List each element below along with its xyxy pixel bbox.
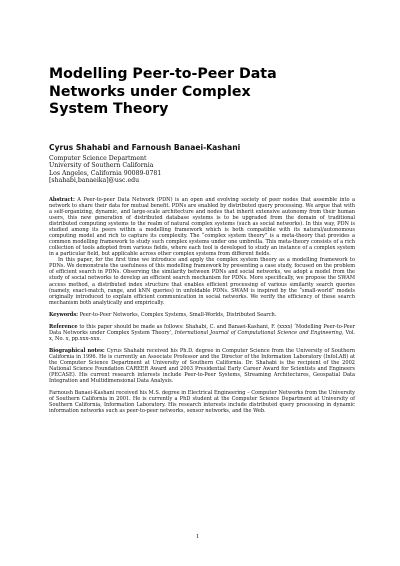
paper-title	[49, 66, 355, 119]
biographical-text: Cyrus Shahabi received his Ph.D. degree in Computer Science from the University of Southern California in 1996. He is currently an Associate Professor and the Director of the Information Laboratory (InfoLAB) at the Computer Science Department at University of Southern California. Dr. Shahabi is the recipient of the 2002 National Science Foundation CAREER Award and 2003 Presidential Early Career Award for Scientists and Engineers (PECASE). His current research interests include Peer-to-Peer Systems, Streaming Architectures, Geospatial Data Integration and Multidimensional Data Analysis.	[49, 347, 355, 385]
affiliation-line: Computer Science Department	[49, 154, 147, 162]
title-line: Modelling Peer-to-Peer Data	[49, 66, 277, 82]
title-line: Networks under Complex	[49, 83, 251, 100]
abstract-paragraph	[49, 197, 355, 257]
reference-text: to this paper should be made as follows: Shahabi, C. and Banaei-Kashani, F. (xxxx) ‘Modelling Peer-to-Peer Data Networks under Complex System Theory’,	[49, 323, 355, 336]
biographical-label: Biographical notes:	[49, 347, 105, 354]
abstract-paragraph-2: In this paper, for the first time we introduce and apply the complex system theory as a modelling framework to PDNs. We demonstrate the usefulness of this modelling framework by presenting a case study, focused on the problem of efficient search in PDNs. Observing the similarity between PDNs and social networks, we adopt a model from the study of social networks to develop an efficient search mechanism for PDNs. More specifically, we propose the SWAM access method, a distributed index structure that enables efficient processing of various similarity search queries (namely, exact-match, range, and kNN queries) in unfoldable PDNs. SWAM is inspired by the “small-world” models originally introduced to explain efficient communication in social networks. We verify the efficiency of these search mechanism both analytically and empirically.	[49, 257, 355, 306]
abstract-text: A Peer-to-peer Data Network (PDN) is an open and evolving society of peer nodes that assemble into a network to share their data for mutual benefit. PDNs are enabled by distributed query processing. We argue that with a self-organizing, dynamic, and large-scale architecture and nodes that inherit extensive autonomy from their human users, this new generation of distributed database systems is to be upgraded from the domain of traditional distributed computing systems to the realm of natural complex systems (such as social networks). In this way, PDN is studied among its peers within a modelling framework which is both compatible with its natural/autonomous computing model and rich to capture its complexity. The “complex system theory” is a meta-theory that provides a common modelling framework to study such complex systems under one umbrella. This meta-theory consists of a rich collection of tools adopted from various fields, where each tool is developed to study an instance of a complex system in a particular field, but applicable across other complex systems from different fields.	[49, 196, 356, 258]
page-number: 1	[196, 534, 200, 540]
page-content	[49, 66, 355, 414]
keywords-text: Peer-to-Peer Networks, Complex Systems, Small-Worlds, Distributed Search.	[79, 311, 277, 318]
affiliation	[49, 155, 355, 185]
reference-text-end: Vol. x, No. x, pp.xxx–xxx.	[49, 329, 355, 342]
affiliation-line: University of Southern California	[49, 162, 154, 170]
reference-journal: International Journal of Computational Science and Engineering,	[174, 329, 344, 336]
affiliation-line: Los Angeles, California 90089-0781	[49, 169, 162, 177]
abstract-label: Abstract:	[49, 196, 75, 203]
biography-paragraph-2: Farnoush Banaei-Kashani received his M.S. degree in Electrical Engineering – Computer Networks from the University of Southern California in 2001. He is currently a PhD student at the Computer Science Department at University of Southern California, Information Laboratory. His research interests include distributed query processing in dynamic information networks such as peer-to-peer networks, sensor networks, and the Web.	[49, 390, 355, 415]
keywords-paragraph	[49, 312, 355, 318]
keywords-label: Keywords:	[49, 311, 79, 318]
reference-paragraph	[49, 324, 355, 342]
affiliation-email: [shahabi,banaeika]@usc.edu	[49, 177, 140, 185]
biographical-paragraph	[49, 348, 355, 384]
reference-label: Reference	[49, 323, 78, 330]
title-line: System Theory	[49, 101, 169, 117]
authors: Cyrus Shahabi and Farnoush Banaei-Kashani	[49, 142, 241, 152]
